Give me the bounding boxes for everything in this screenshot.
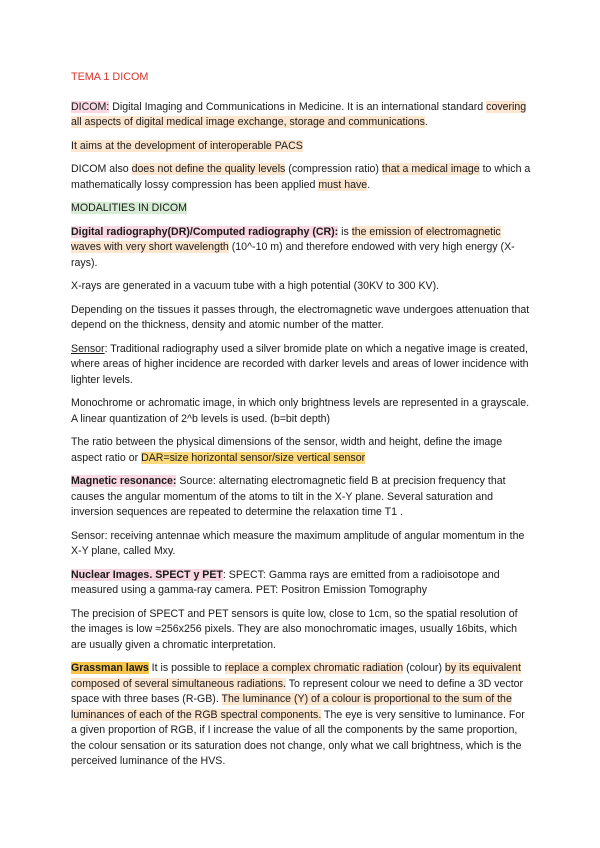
- text: DICOM also: [71, 163, 132, 175]
- highlight: covering all aspects of digital medical image exchange, storage and communications: [71, 100, 527, 128]
- highlight: does not define the quality levels: [131, 163, 286, 175]
- paragraph-monochrome: Monochrome or achromatic image, in which only brightness levels are represented in a grayscale. A linear quantization of 2^b levels is used. (b=bit depth): [71, 397, 530, 425]
- text: (compression ratio): [285, 163, 382, 175]
- paragraph-grassman: [71, 661, 531, 770]
- text: (colour): [403, 662, 445, 674]
- text: .: [367, 178, 371, 191]
- paragraph-magnetic-resonance: [71, 474, 531, 521]
- text: To represent colour we need to define a 3D vector space with three bases (R-GB).: [71, 677, 524, 705]
- term-nuclear-images: Nuclear Images. SPECT y PET: [71, 568, 223, 581]
- highlight: by its equivalent composed of several simultaneous radiations.: [71, 662, 521, 690]
- paragraph-sensor: [71, 342, 531, 389]
- text: The ratio between the physical dimensions of the sensor, width and height, define the image aspect ratio or: [71, 436, 503, 464]
- paragraph-pacs: [71, 139, 531, 155]
- document-content: [71, 70, 531, 778]
- highlight: replace a complex chromatic radiation: [224, 662, 404, 674]
- text: is: [338, 225, 352, 238]
- paragraph-xrays: X-rays are generated in a vacuum tube with a high potential (30KV to 300 KV).: [71, 280, 440, 292]
- text: Source: alternating electromagnetic field B at precision frequency that causes the angular momentum of the atoms to tilt in the X-Y plane. Several saturation and inversion sequences are repeated to determine the relaxation time T1 .: [71, 475, 506, 518]
- paragraph-attenuation: Depending on the tissues it passes through, the electromagnetic wave undergoes attenuation that depend on the thickness, density and atomic number of the matter.: [71, 303, 530, 331]
- highlight: must have: [318, 178, 368, 191]
- text: .: [424, 116, 428, 128]
- section-heading-text: MODALITIES IN DICOM: [71, 202, 187, 214]
- term-dr-cr: Digital radiography(DR)/Computed radiography (CR):: [71, 225, 339, 238]
- paragraph-nuclear: [71, 568, 531, 599]
- text: to which a mathematically lossy compression has been applied: [71, 163, 531, 191]
- highlight: The luminance (Y) of a colour is proportional to the sum of the luminances of each of the RGB spectral components.: [71, 693, 512, 721]
- term-dicom: DICOM:: [71, 100, 110, 113]
- paragraph-dr-cr: [71, 225, 531, 272]
- text: (10^-10 m) and therefore endowed with very high energy (X-rays).: [71, 241, 515, 269]
- text: Digital Imaging and Communications in Medicine. It is an international standard: [109, 100, 487, 113]
- document-title: TEMA 1 DICOM: [71, 71, 149, 83]
- paragraph-mr-sensor: Sensor: receiving antennae which measure the maximum amplitude of angular momentum in the X-Y plane, called Mxy.: [71, 529, 525, 557]
- section-heading-modalities: [71, 201, 531, 217]
- paragraph-aspect-ratio: [71, 435, 531, 466]
- text: The eye is very sensitive to luminance. For a given proportion of RGB, if I increase the value of all the components by the same proportion, the colour sensation or its saturation does not change, only what we call brightness, which is the perceived luminance of the HVS.: [71, 708, 525, 767]
- highlight-pacs: It aims at the development of interoperable PACS: [71, 139, 303, 152]
- term-grassman: Grassman laws: [71, 662, 149, 674]
- paragraph-spect-pet-precision: The precision of SPECT and PET sensors is quite low, close to 1cm, so the spatial resolution of the images is low ≈256x256 pixels. They are also monochromatic images, usually 16bits, which are usually given a chromatic interpretation.: [71, 607, 518, 651]
- paragraph-quality: [71, 162, 531, 193]
- text: : SPECT: Gamma rays are emitted from a radioisotope and measured using a gamma-ray camera. PET: Positron Emission Tomography: [71, 568, 500, 596]
- text: : Traditional radiography used a silver bromide plate on which a negative image is created, where areas of higher incidence are recorded with darker levels and areas of lower incidence with lighter levels.: [71, 342, 529, 386]
- term-magnetic-resonance: Magnetic resonance:: [71, 475, 177, 487]
- highlight: that a medical image: [381, 163, 480, 175]
- term-sensor: Sensor: [71, 342, 105, 355]
- paragraph-dicom-definition: [71, 100, 531, 131]
- highlight: the emission of electromagnetic waves with very short wavelength: [71, 225, 501, 253]
- highlight-dar: DAR=size horizontal sensor/size vertical sensor: [141, 451, 366, 464]
- text: It is possible to: [148, 662, 225, 674]
